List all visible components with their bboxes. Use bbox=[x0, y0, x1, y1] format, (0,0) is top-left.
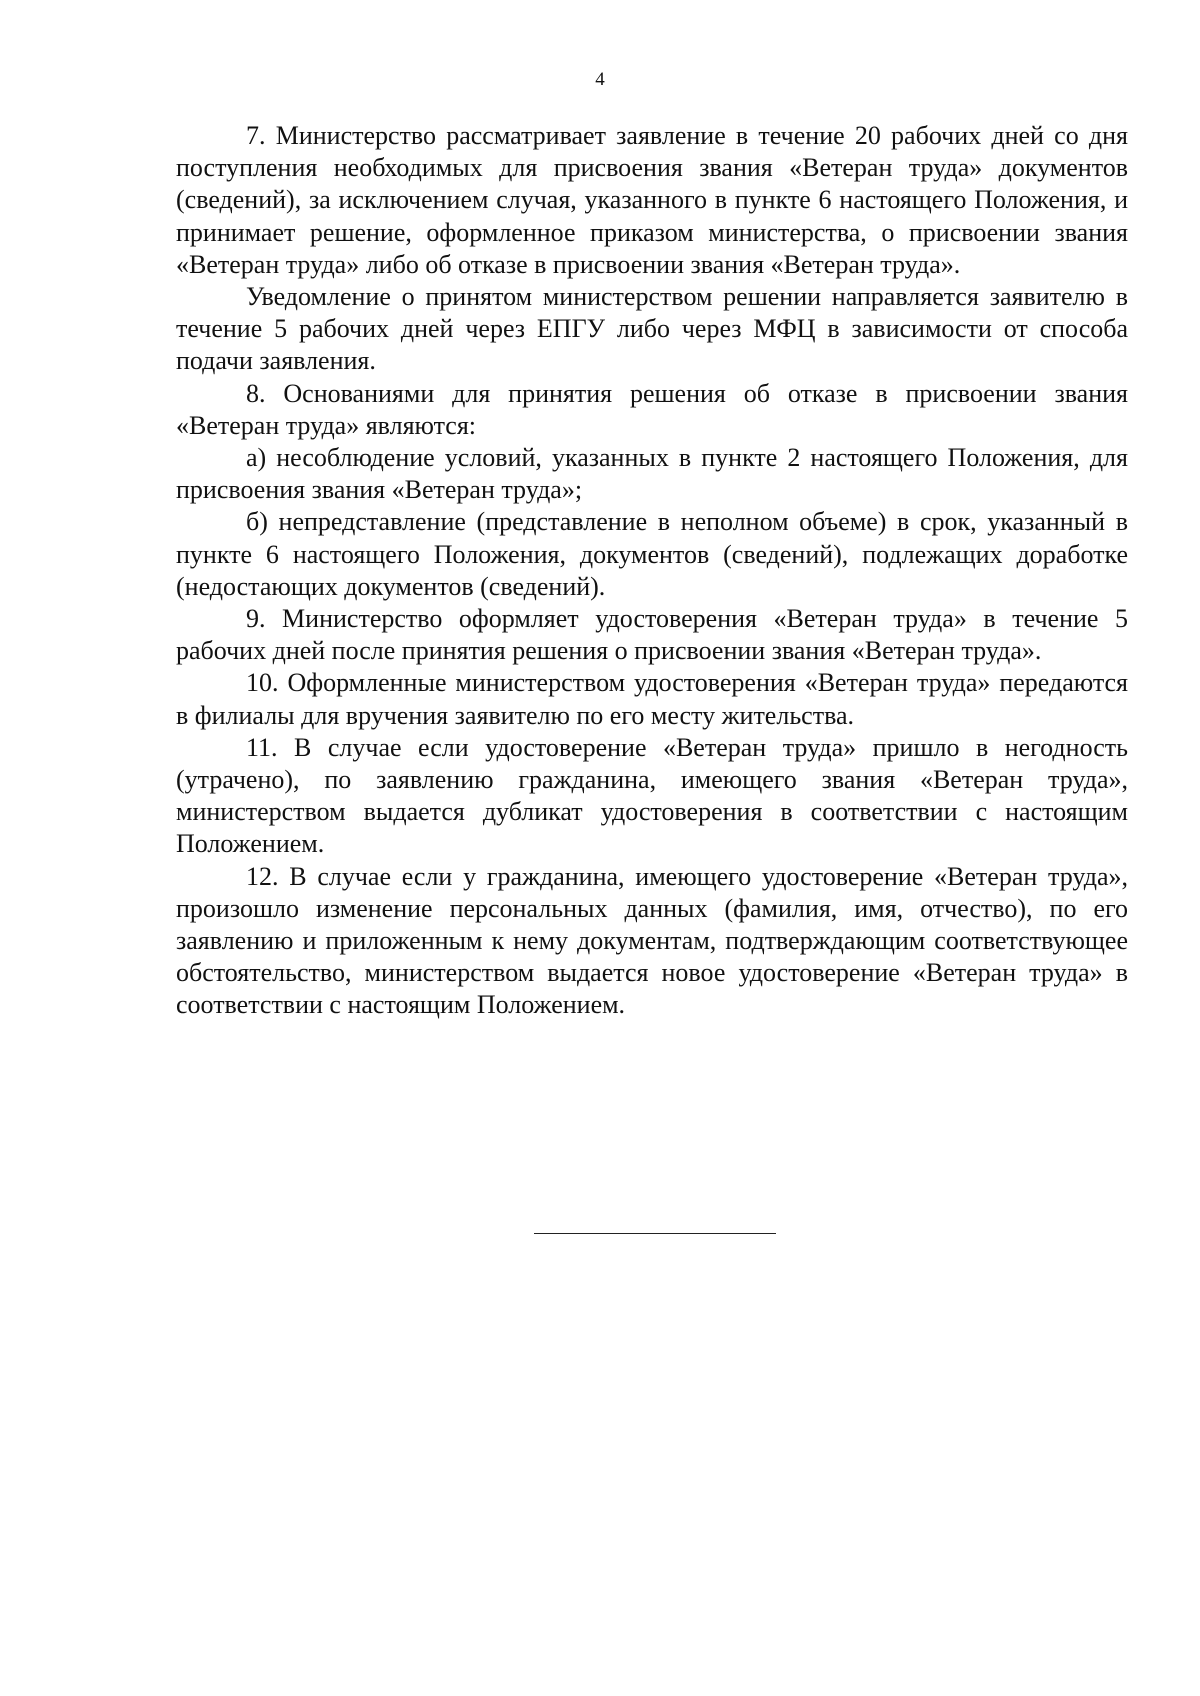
paragraph-item-9: 9. Министерство оформляет удостоверения «Ветеран труда» в течение 5 рабочих дней после принятия решения о присвоении звания «Ветеран труда». bbox=[176, 604, 1128, 666]
end-of-document-rule bbox=[534, 1233, 776, 1234]
paragraph-item-12: 12. В случае если у гражданина, имеющего удостоверение «Ветеран труда», произошло изменение персональных данных (фамилия, имя, отчество), по его заявлению и приложенным к нему документам, подтверждающим соответствующее обстоятельство, министерством выдается новое удостоверение «Ветеран труда» в соответствии с настоящим Положением. bbox=[176, 861, 1128, 1020]
paragraph-item-8a: а) несоблюдение условий, указанных в пункте 2 настоящего Положения, для присвоения звания «Ветеран труда»; bbox=[176, 443, 1128, 505]
paragraph-notification: Уведомление о принятом министерством решении направляется заявителю в течение 5 рабочих дней через ЕПГУ либо через МФЦ в зависимости от способа подачи заявления. bbox=[176, 282, 1128, 376]
paragraph-item-10: 10. Оформленные министерством удостоверения «Ветеран труда» передаются в филиалы для вручения заявителю по его месту жительства. bbox=[176, 668, 1128, 730]
paragraph-item-11: 11. В случае если удостоверение «Ветеран труда» пришло в негодность (утрачено), по заявлению гражданина, имеющего звания «Ветеран труда», министерством выдается дубликат удостоверения в соответствии с настоящим Положением. bbox=[176, 732, 1128, 859]
document-body bbox=[176, 120, 1128, 1022]
page-number: 4 bbox=[595, 69, 605, 90]
paragraph-item-8: 8. Основаниями для принятия решения об отказе в присвоении звания «Ветеран труда» являются: bbox=[176, 378, 1128, 440]
paragraph-item-7: 7. Министерство рассматривает заявление в течение 20 рабочих дней со дня поступления необходимых для присвоения звания «Ветеран труда» документов (сведений), за исключением случая, указанного в пункте 6 настоящего Положения, и принимает решение, оформленное приказом министерства, о присвоении звания «Ветеран труда» либо об отказе в присвоении звания «Ветеран труда». bbox=[176, 121, 1128, 279]
paragraph-item-8b: б) непредставление (представление в неполном объеме) в срок, указанный в пункте 6 настоящего Положения, документов (сведений), подлежащих доработке (недостающих документов (сведений). bbox=[176, 507, 1128, 601]
